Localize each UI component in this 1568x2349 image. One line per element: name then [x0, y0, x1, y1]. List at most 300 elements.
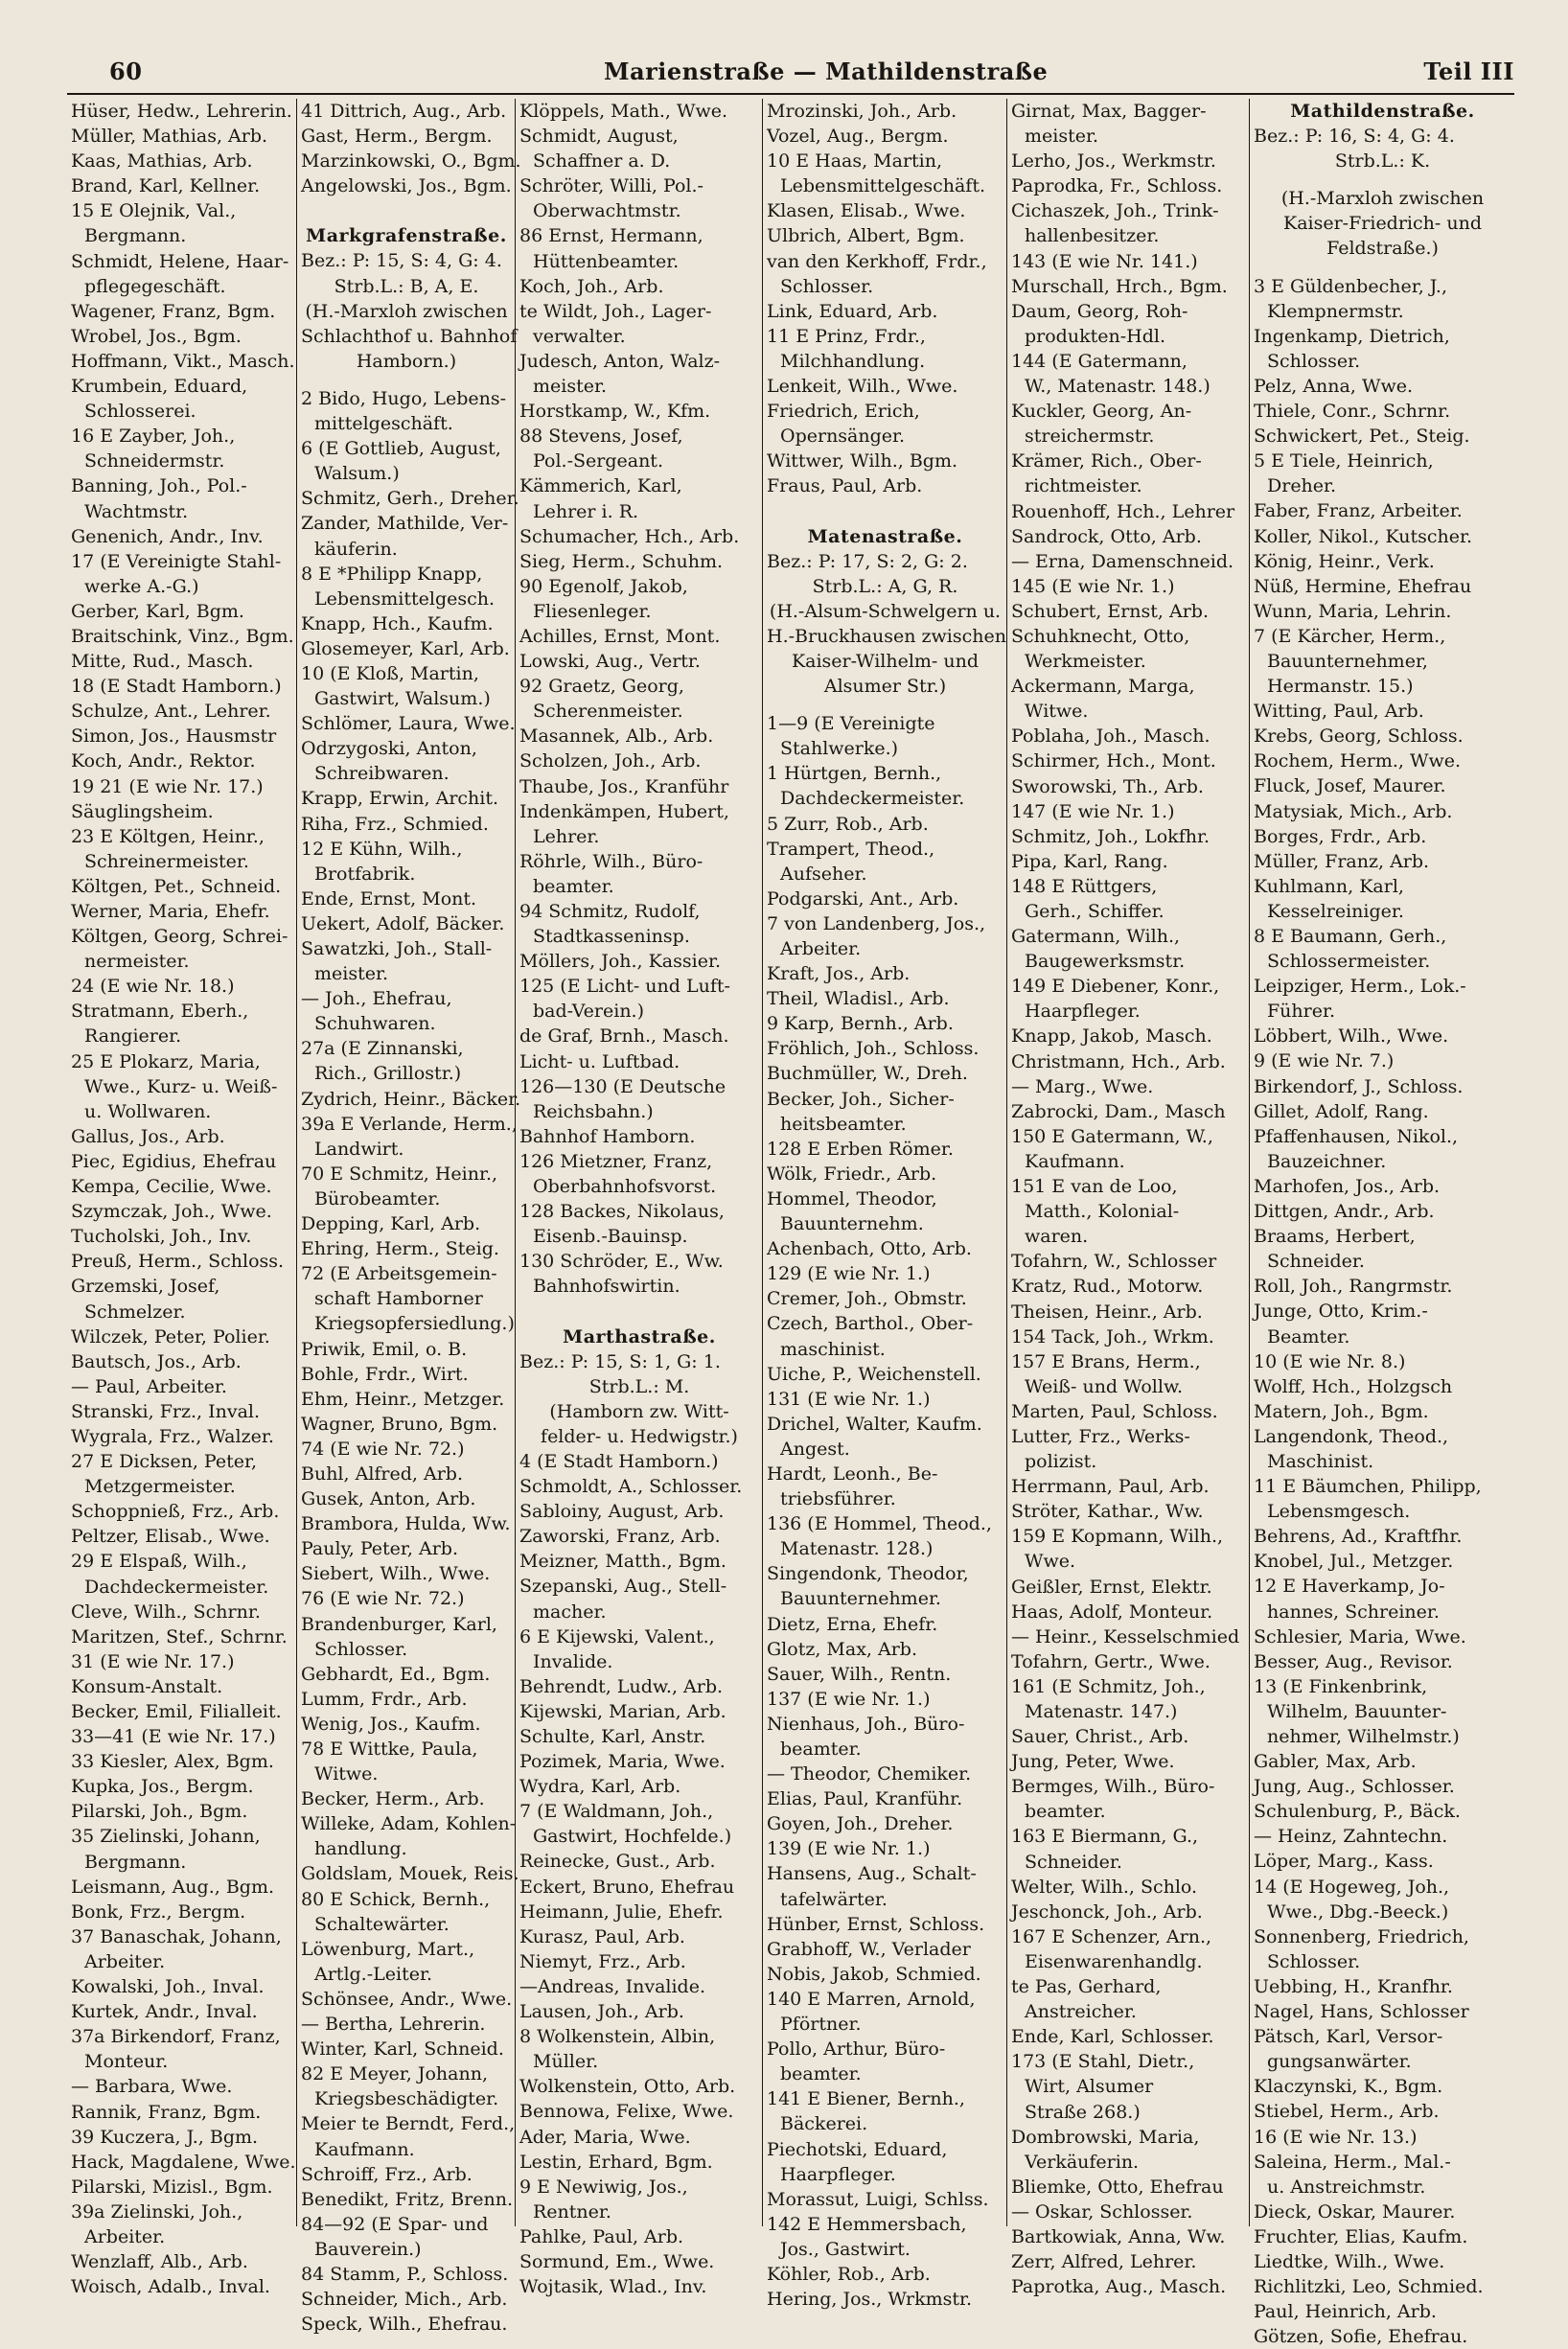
entry-line: Ulbrich, Albert, Bgm. [767, 225, 965, 247]
entry-line: Kriegsbeschädigter. [314, 2088, 499, 2110]
entry-line: Hardt, Leonh., Be- [767, 1462, 938, 1485]
entry-line: Gabler, Max, Arb. [1254, 1751, 1417, 1773]
entry-line: Wilhelm, Bauunter- [1267, 1700, 1447, 1722]
entry-line: Schmidt, August, [519, 126, 679, 148]
entry-line: Schlosserei. [84, 401, 196, 423]
entry-line: Nagel, Hans, Schlosser [1254, 2001, 1469, 2023]
entry-line: Bauunternehmer, [1267, 650, 1428, 672]
entry-line: 37 Banaschak, Johann, [71, 1925, 282, 1947]
entry-line: Götzen, Sofie, Ehefrau. [1254, 2326, 1468, 2348]
header-rule [67, 93, 1514, 95]
entry-line: Klaczynski, K., Bgm. [1254, 2076, 1443, 2098]
entry-line: Kesselreiniger. [1267, 900, 1404, 922]
entry-line: Bauunternehm. [780, 1213, 924, 1235]
entry-line: Horstkamp, W., Kfm. [519, 401, 711, 423]
entry-line: Fliesenleger. [533, 600, 652, 622]
entry-line: Maschinist. [1267, 1450, 1374, 1472]
street-heading: Matenastraße. [807, 525, 963, 547]
entry-line: Bennowa, Felixe, Wwe. [519, 2101, 734, 2123]
street-heading: Markgrafenstraße. [306, 225, 507, 247]
entry-line: Jung, Peter, Wwe. [1011, 1751, 1175, 1773]
entry-line: 10 E Haas, Martin, [767, 150, 943, 173]
entry-line: beamter. [1025, 1801, 1106, 1823]
entry-line: 4 (E Stadt Hamborn.) [519, 1450, 719, 1472]
entry-line: Bez.: P: 15, S: 4, G: 4. [301, 250, 502, 272]
entry-line: Marhofen, Jos., Arb. [1254, 1175, 1441, 1197]
entry-line: Aufseher. [780, 863, 867, 885]
entry-line: 78 E Wittke, Paula, [301, 1739, 478, 1760]
entry-line: Daum, Georg, Roh- [1011, 300, 1188, 322]
entry-line: beamter. [780, 1739, 862, 1760]
street-info-line: Feldstraße.) [1326, 238, 1439, 260]
entry-line: Angest. [780, 1438, 850, 1460]
entry-line: 70 E Schmitz, Heinr., [301, 1163, 498, 1185]
entry-line: Schmoldt, A., Schlosser. [519, 1476, 743, 1498]
page-title: Marienstraße — Mathildenstraße [604, 58, 1049, 85]
entry-line: 129 (E wie Nr. 1.) [767, 1263, 931, 1285]
entry-line: 33—41 (E wie Nr. 17.) [71, 1726, 276, 1748]
entry-line: beamter. [533, 875, 614, 897]
entry-line: Hack, Magdalene, Wwe. [71, 2151, 296, 2173]
entry-line: Becker, Joh., Sicher- [767, 1088, 955, 1110]
entry-line: — Theodor, Chemiker. [767, 1763, 972, 1785]
entry-line: Uekert, Adolf, Bäcker. [301, 912, 505, 934]
entry-line: — Erna, Damenschneid. [1011, 550, 1234, 572]
entry-line: — Bertha, Lehrerin. [301, 2014, 486, 2036]
entry-line: Hansens, Aug., Schalt- [767, 1863, 977, 1885]
spacer [767, 499, 1003, 512]
entry-line: Geißler, Ernst, Elektr. [1011, 1576, 1212, 1598]
entry-line: Witwe. [1025, 701, 1089, 723]
entry-line: 12 E Haverkamp, Jo- [1254, 1576, 1445, 1598]
entry-line: käuferin. [314, 538, 398, 560]
entry-line: Löwenburg, Mart., [301, 1938, 475, 1960]
entry-line: Nobis, Jakob, Schmied. [767, 1963, 981, 1985]
entry-line: bad-Verein.) [533, 1001, 645, 1023]
entry-line: Theisen, Heinr., Arb. [1011, 1301, 1203, 1323]
entry-line: Kurtek, Andr., Inval. [71, 2001, 258, 2023]
entry-line: Schumacher, Hch., Arb. [519, 525, 740, 547]
entry-line: 125 (E Licht- und Luft- [519, 976, 730, 998]
entry-line: Masannek, Alb., Arb. [519, 725, 714, 748]
street-info-line: Kaiser-Wilhelm- und [791, 650, 980, 672]
entry-line: Kratz, Rud., Motorw. [1011, 1276, 1204, 1298]
entry-line: 17 (E Vereinigte Stahl- [71, 550, 282, 572]
spacer [301, 374, 512, 386]
entry-line: Költgen, Georg, Schrei- [71, 926, 288, 948]
entry-line: Säuglingsheim. [71, 800, 214, 822]
entry-line: Schulte, Karl, Anstr. [519, 1726, 706, 1747]
entry-line: Ehring, Herm., Steig. [301, 1238, 499, 1260]
entry-line: Reichsbahn.) [533, 1100, 654, 1122]
entry-line: Knapp, Jakob, Masch. [1011, 1025, 1212, 1048]
street-info-line: Hamborn.) [356, 350, 457, 372]
entry-line: Krämer, Rich., Ober- [1011, 450, 1202, 472]
street-info-line: Strb.L.: K. [1334, 150, 1431, 173]
entry-line: Marten, Paul, Schloss. [1011, 1400, 1218, 1422]
entry-line: Klöppels, Math., Wwe. [519, 101, 728, 122]
entry-line: Sormund, Em., Wwe. [519, 2250, 715, 2272]
entry-line: Schuhknecht, Otto, [1011, 625, 1190, 647]
entry-line: 128 E Erben Römer. [767, 1138, 954, 1160]
entry-line: Theil, Wladisl., Arb. [767, 988, 950, 1010]
entry-line: Thiele, Conr., Schrnr. [1254, 401, 1451, 423]
entry-line: Preuß, Herm., Schloss. [71, 1251, 285, 1273]
directory-column-3 [515, 99, 762, 2298]
entry-line: Köhler, Rob., Arb. [767, 2263, 931, 2285]
entry-line: Pfaffenhausen, Nikol., [1254, 1125, 1459, 1147]
entry-line: Herrmann, Paul, Arb. [1011, 1476, 1210, 1498]
directory-column-2 [296, 99, 521, 2336]
entry-line: Fröhlich, Joh., Schloss. [767, 1038, 980, 1060]
entry-line: Ader, Maria, Wwe. [519, 2126, 691, 2148]
columns-area [67, 99, 1514, 2348]
entry-line: 80 E Schick, Bernh., [301, 1888, 491, 1910]
entry-line: Ende, Karl, Schlosser. [1011, 2026, 1214, 2048]
entry-line: Wittwer, Wilh., Bgm. [767, 450, 958, 472]
entry-line: 14 (E Hogeweg, Joh., [1254, 1876, 1450, 1898]
entry-line: Hering, Jos., Wrkmstr. [767, 2289, 973, 2311]
entry-line: Heimann, Julie, Ehefr. [519, 1900, 724, 1923]
entry-line: Kuhlmann, Karl, [1254, 875, 1404, 897]
entry-line: Sonnenberg, Friedrich, [1254, 1925, 1469, 1947]
entry-line: Wwe., Kurz- u. Weiß- [84, 1075, 278, 1097]
entry-line: Pipa, Karl, Rang. [1011, 850, 1168, 872]
entry-line: Schneider, Mich., Arb. [301, 2289, 508, 2311]
entry-line: Wwe. [1025, 1551, 1076, 1573]
entry-line: Bauunternehmer. [780, 1588, 941, 1610]
entry-line: Meizner, Matth., Bgm. [519, 1551, 726, 1573]
entry-line: Langendonk, Theod., [1254, 1425, 1449, 1447]
entry-line: Lebensmgesch. [1267, 1501, 1411, 1523]
directory-column-5 [1006, 99, 1249, 2298]
entry-line: Rangierer. [84, 1025, 182, 1048]
entry-line: heitsbeamter. [780, 1113, 907, 1135]
entry-line: Matenastr. 128.) [780, 1538, 934, 1560]
entry-line: Gastwirt, Walsum.) [314, 688, 491, 710]
entry-line: Brand, Karl, Kellner. [71, 175, 261, 197]
entry-line: Schlossermeister. [1267, 951, 1431, 973]
entry-line: Grabhoff, W., Verlader [767, 1938, 971, 1960]
entry-line: Lebensmittelgeschäft. [780, 175, 986, 197]
entry-line: Lerho, Jos., Werkmstr. [1011, 150, 1216, 173]
entry-line: 126 Mietzner, Franz, [519, 1150, 713, 1172]
entry-line: Anstreicher. [1025, 2001, 1137, 2023]
entry-line: 24 (E wie Nr. 18.) [71, 976, 235, 998]
entry-line: Lowski, Aug., Vertr. [519, 651, 701, 673]
entry-line: te Wildt, Joh., Lager- [519, 300, 712, 322]
entry-line: Murschall, Hrch., Bgm. [1011, 275, 1228, 297]
entry-line: Kaufmann. [1025, 1150, 1125, 1172]
entry-line: 1 Hürtgen, Bernh., [767, 763, 942, 785]
entry-line: Schlosser. [780, 275, 874, 297]
entry-line: Kaas, Mathias, Arb. [71, 150, 253, 173]
entry-line: Bergmann. [84, 1851, 187, 1873]
entry-line: Cleve, Wilh., Schrnr. [71, 1601, 261, 1623]
spacer [767, 699, 1003, 711]
entry-line: 13 (E Finkenbrink, [1254, 1675, 1428, 1697]
entry-line: Cremer, Joh., Obmstr. [767, 1288, 967, 1310]
entry-line: Schmitz, Gerh., Dreher. [301, 488, 519, 510]
entry-line: Krapp, Erwin, Archit. [301, 788, 499, 810]
entry-line: gungsanwärter. [1267, 2051, 1412, 2073]
entry-line: 137 (E wie Nr. 1.) [767, 1688, 931, 1710]
entry-line: Willeke, Adam, Kohlen- [301, 1813, 517, 1835]
entry-line: Sabloiny, August, Arb. [519, 1501, 725, 1523]
entry-line: Leipziger, Herm., Lok.- [1254, 976, 1466, 998]
entry-line: Gillet, Adolf, Rang. [1254, 1100, 1429, 1122]
entry-line: Bauverein.) [314, 2238, 422, 2260]
entry-line: 25 E Plokarz, Maria, [71, 1050, 261, 1072]
entry-line: Jeschonck, Joh., Arb. [1011, 1900, 1203, 1923]
entry-line: Schlesier, Maria, Wwe. [1254, 1625, 1466, 1647]
entry-line: 7 von Landenberg, Jos., [767, 912, 986, 934]
entry-line: 173 (E Stahl, Dietr., [1011, 2051, 1195, 2073]
entry-line: 140 E Marren, Arnold, [767, 1988, 976, 2010]
entry-line: Wagener, Franz, Bgm. [71, 300, 276, 322]
entry-line: Paul, Heinrich, Arb. [1254, 2301, 1437, 2323]
entry-line: Pelz, Anna, Wwe. [1254, 375, 1414, 397]
entry-line: 167 E Schenzer, Arn., [1011, 1925, 1212, 1947]
entry-line: Bliemke, Otto, Ehefrau [1011, 2176, 1224, 2198]
entry-line: meister. [1025, 126, 1099, 148]
entry-line: Birkendorf, J., Schloss. [1254, 1075, 1464, 1097]
entry-line: Schwickert, Pet., Steig. [1254, 426, 1470, 448]
entry-line: tafelwärter. [780, 1888, 888, 1910]
entry-line: Ende, Ernst, Mont. [301, 887, 477, 910]
entry-line: 90 Egenolf, Jakob, [519, 575, 688, 597]
entry-line: Paprodka, Fr., Schloss. [1011, 175, 1223, 197]
entry-line: Glosemeyer, Karl, Arb. [301, 637, 510, 659]
entry-line: Drichel, Walter, Kaufm. [767, 1413, 982, 1435]
entry-line: Müller, Mathias, Arb. [71, 126, 268, 148]
entry-line: Zabrocki, Dam., Masch [1011, 1100, 1226, 1122]
entry-line: 151 E van de Loo, [1011, 1176, 1178, 1198]
entry-line: Scholzen, Joh., Arb. [519, 750, 702, 772]
entry-line: Marzinkowski, O., Bgm. [301, 150, 521, 173]
entry-line: Brambora, Hulda, Ww. [301, 1513, 511, 1535]
entry-line: waren. [1025, 1226, 1089, 1248]
entry-line: Schlosser. [1267, 1950, 1361, 1972]
entry-line: Baugewerksmstr. [1025, 951, 1186, 973]
entry-line: 6 (E Gottlieb, August, [301, 438, 501, 460]
entry-line: 19 21 (E wie Nr. 17.) [71, 775, 264, 797]
entry-line: Winter, Karl, Schneid. [301, 2038, 504, 2061]
entry-line: Oberbahnhofsvorst. [533, 1176, 717, 1198]
entry-line: Rentner. [533, 2200, 611, 2222]
entry-line: Schlömer, Laura, Wwe. [301, 713, 516, 735]
entry-line: Hommel, Theodor, [767, 1187, 937, 1209]
entry-line: Schreibwaren. [314, 763, 450, 785]
entry-line: Nienhaus, Joh., Büro- [767, 1713, 965, 1735]
entry-line: Walsum.) [314, 463, 400, 485]
entry-line: Wölk, Friedr., Arb. [767, 1163, 937, 1185]
entry-line: Gast, Herm., Bergm. [301, 126, 493, 148]
entry-line: Schneidermstr. [84, 450, 225, 472]
entry-line: Arbeiter. [780, 938, 862, 959]
entry-line: Werner, Maria, Ehefr. [71, 901, 270, 922]
entry-line: Schmidt, Helene, Haar- [71, 250, 289, 272]
street-heading: Mathildenstraße. [1290, 101, 1475, 122]
entry-line: Czech, Barthol., Ober- [767, 1313, 974, 1335]
entry-line: Lausen, Joh., Arb. [519, 2001, 684, 2023]
entry-line: Hüttenbeamter. [533, 250, 680, 272]
spacer [1254, 262, 1511, 274]
entry-line: Sieg, Herm., Schuhm. [519, 550, 724, 572]
entry-line: werke A.-G.) [84, 575, 199, 597]
entry-line: 27a (E Zinnanski, [301, 1038, 464, 1060]
entry-line: Poblaha, Joh., Masch. [1011, 725, 1211, 748]
entry-line: Müller. [533, 2051, 599, 2073]
entry-line: de Graf, Brnh., Masch. [519, 1025, 729, 1048]
entry-line: Wygrala, Frz., Walzer. [71, 1425, 274, 1447]
entry-line: Speck, Wilh., Ehefrau. [301, 2314, 508, 2336]
street-info-line: (H.-Marxloh zwischen [305, 300, 508, 322]
entry-line: 92 Graetz, Georg, [519, 676, 684, 698]
entry-line: 142 E Hemmersbach, [767, 2213, 967, 2235]
entry-line: Gatermann, Wilh., [1011, 926, 1181, 948]
entry-line: Brotfabrik. [314, 863, 416, 885]
entry-line: Schneider. [1025, 1851, 1122, 1873]
entry-line: triebsführer. [780, 1488, 896, 1510]
entry-line: 76 (E wie Nr. 72.) [301, 1588, 465, 1610]
entry-line: 9 (E wie Nr. 7.) [1254, 1050, 1395, 1072]
page-header [67, 56, 1514, 92]
entry-line: Beamter. [1267, 1325, 1350, 1347]
entry-line: 149 E Diebener, Konr., [1011, 976, 1220, 998]
entry-line: 88 Stevens, Josef, [519, 426, 683, 448]
entry-line: Sandrock, Otto, Arb. [1011, 525, 1202, 547]
entry-line: Bauzeichner. [1267, 1150, 1387, 1172]
entry-line: handlung. [314, 1838, 407, 1860]
entry-line: Wwe., Dbg.-Beeck.) [1267, 1900, 1449, 1923]
entry-line: van den Kerkhoff, Frdr., [767, 250, 987, 272]
entry-line: Schubert, Ernst, Arb. [1011, 600, 1209, 622]
spacer [767, 512, 1003, 524]
entry-line: Bürobeamter. [314, 1187, 441, 1209]
entry-line: Bautsch, Jos., Arb. [71, 1350, 242, 1372]
entry-line: Wenig, Jos., Kaufm. [301, 1713, 481, 1735]
entry-line: Schulenburg, P., Bäck. [1254, 1801, 1461, 1823]
entry-line: Nüß, Hermine, Ehefrau [1254, 575, 1472, 597]
entry-line: Bez.: P: 17, S: 2, G: 2. [767, 550, 968, 572]
entry-line: te Pas, Gerhard, [1011, 1976, 1162, 1998]
entry-line: pflegegeschäft. [84, 275, 226, 297]
entry-line: Peltzer, Elisab., Wwe. [71, 1526, 270, 1548]
entry-line: Matth., Kolonial- [1025, 1201, 1180, 1223]
entry-line: Straße 268.) [1025, 2101, 1141, 2123]
entry-line: 145 (E wie Nr. 1.) [1011, 575, 1175, 597]
entry-line: Sauer, Wilh., Rentn. [767, 1663, 952, 1685]
entry-line: Arbeiter. [84, 1950, 166, 1972]
entry-line: Elias, Paul, Kranführ. [767, 1788, 963, 1810]
entry-line: 139 (E wie Nr. 1.) [767, 1838, 931, 1860]
entry-line: 11 E Prinz, Frdr., [767, 325, 926, 347]
entry-line: 131 (E wie Nr. 1.) [767, 1388, 931, 1410]
entry-line: Koch, Andr., Rektor. [71, 750, 256, 772]
entry-line: Sawatzki, Joh., Stall- [301, 938, 493, 959]
entry-line: Buhl, Alfred, Arb. [301, 1462, 463, 1485]
entry-line: Bäckerei. [780, 2113, 868, 2135]
entry-line: Wagner, Bruno, Bgm. [301, 1413, 498, 1435]
entry-line: Besser, Aug., Revisor. [1254, 1650, 1453, 1672]
entry-line: Stahlwerke.) [780, 738, 899, 760]
entry-line: Junge, Otto, Krim.- [1254, 1301, 1428, 1323]
entry-line: Hüser, Hedw., Lehrerin. [71, 101, 292, 122]
entry-line: Schlosser. [1267, 350, 1361, 372]
entry-line: Röhrle, Wilh., Büro- [519, 850, 703, 872]
street-info-line: felder- u. Hedwigstr.) [541, 1425, 738, 1447]
entry-line: Wilczek, Peter, Polier. [71, 1325, 270, 1347]
entry-line: 126—130 (E Deutsche [519, 1075, 726, 1097]
entry-line: Tofahrn, W., Schlosser [1011, 1251, 1217, 1273]
entry-line: Wrobel, Jos., Bgm. [71, 325, 242, 347]
entry-line: Piechotski, Eduard, [767, 2138, 948, 2160]
spacer [301, 211, 512, 223]
entry-line: Schneider. [1267, 1251, 1365, 1273]
entry-line: Cichaszek, Joh., Trink- [1011, 200, 1219, 222]
entry-line: 23 E Költgen, Heinr., [71, 825, 265, 847]
entry-line: Leismann, Aug., Bgm. [71, 1876, 275, 1898]
entry-line: Schaltewärter. [314, 1913, 450, 1935]
entry-line: Uiche, P., Weichenstell. [767, 1363, 981, 1385]
entry-line: Wydra, Karl, Arb. [519, 1776, 681, 1798]
directory-column-6 [1249, 99, 1514, 2348]
entry-line: Hermanstr. 15.) [1267, 676, 1414, 698]
street-info-line: (H.-Alsum-Schwelgern u. [769, 600, 1002, 622]
entry-line: mittelgeschäft. [314, 413, 453, 435]
entry-line: 8 E Baumann, Gerh., [1254, 926, 1447, 947]
entry-line: Dieck, Oskar, Maurer. [1254, 2200, 1456, 2222]
entry-line: Möllers, Joh., Kassier. [519, 951, 721, 973]
entry-line: Schmelzer. [84, 1301, 186, 1323]
entry-line: Koller, Nikol., Kutscher. [1254, 525, 1472, 547]
entry-line: Kurasz, Paul, Arb. [519, 1925, 685, 1947]
entry-line: — Joh., Ehefrau, [301, 988, 452, 1010]
entry-line: 41 Dittrich, Aug., Arb. [301, 101, 507, 122]
entry-line: 39a Zielinski, Joh., [71, 2200, 243, 2222]
entry-line: Schirmer, Hch., Mont. [1011, 750, 1216, 772]
entry-line: macher. [533, 1601, 607, 1623]
entry-line: Glotz, Max, Arb. [767, 1638, 918, 1660]
entry-line: Simon, Jos., Hausmstr [71, 725, 277, 748]
entry-line: Saleina, Herm., Mal.- [1254, 2151, 1451, 2173]
entry-line: Monteur. [84, 2051, 169, 2073]
entry-line: Schreinermeister. [84, 850, 249, 872]
entry-line: Meier te Berndt, Ferd., [301, 2113, 516, 2135]
entry-line: Kriegsopfersiedlung.) [314, 1313, 515, 1335]
street-info-line: Strb.L.: B, A, E. [334, 275, 479, 297]
entry-line: 33 Kiesler, Alex, Bgm. [71, 1751, 274, 1773]
entry-line: Führer. [1267, 1001, 1336, 1023]
entry-line: 136 (E Hommel, Theod., [767, 1513, 992, 1535]
entry-line: produkten-Hdl. [1025, 325, 1165, 347]
entry-line: polizist. [1025, 1451, 1097, 1473]
entry-line: Klempnermstr. [1267, 300, 1404, 322]
entry-line: Piec, Egidius, Ehefrau [71, 1150, 277, 1172]
entry-line: 161 (E Schmitz, Joh., [1011, 1675, 1206, 1697]
entry-line: Bez.: P: 16, S: 4, G: 4. [1254, 126, 1455, 148]
entry-line: 2 Bido, Hugo, Lebens- [301, 387, 507, 409]
entry-line: Bonk, Frz., Bergm. [71, 1900, 246, 1923]
entry-line: Lutter, Frz., Werks- [1011, 1425, 1190, 1447]
entry-line: maschinist. [780, 1338, 886, 1360]
entry-line: 39a E Verlande, Herm., [301, 1113, 518, 1135]
entry-line: Borges, Frdr., Arb. [1254, 825, 1427, 847]
entry-line: Koch, Joh., Arb. [519, 275, 664, 297]
entry-line: 148 E Rüttgers, [1011, 875, 1158, 897]
entry-line: Braitschink, Vinz., Bgm. [71, 625, 294, 647]
